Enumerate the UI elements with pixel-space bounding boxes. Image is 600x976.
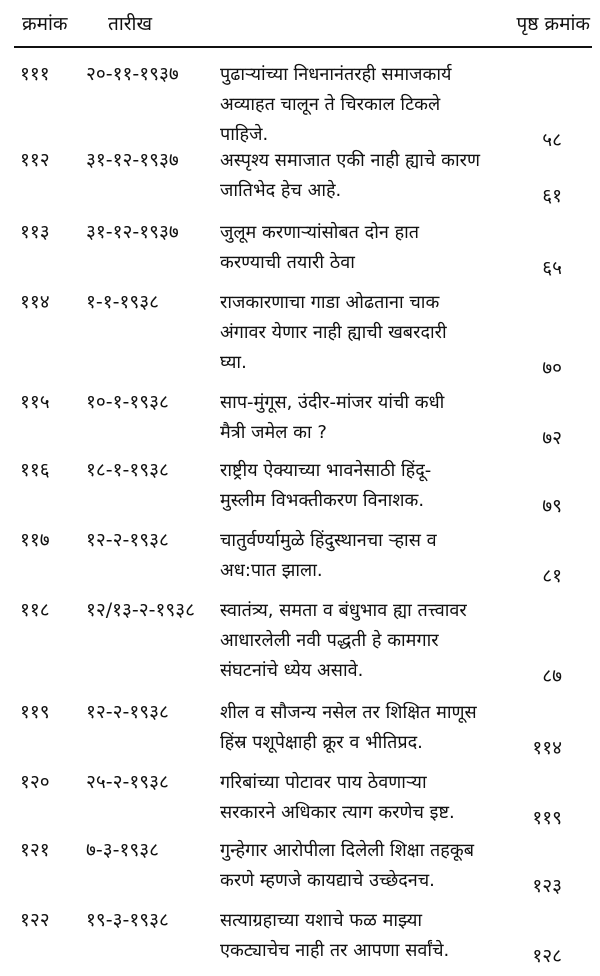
- entry-title-line: स्वातंत्र्य, समता व बंधुभाव ह्या तत्त्वावर: [220, 600, 467, 621]
- entry-number: ११५: [20, 391, 50, 413]
- entry-date: ३१-१२-१९३७: [86, 221, 179, 243]
- entry-number: ११८: [20, 599, 50, 621]
- list-item: [0, 60, 600, 151]
- entry-title-line: आधारलेली नवी पद्धती हे कामगार: [220, 630, 439, 651]
- entry-date: १९-३-१९३८: [86, 909, 169, 931]
- entry-title-line: साप-मुंगूस, उंदीर-मांजर यांची कधी: [220, 392, 445, 413]
- entry-title-line: शील व सौजन्य नसेल तर शिक्षित माणूस: [220, 702, 477, 723]
- entry-title: [220, 836, 520, 896]
- entry-page-number: ११४: [532, 737, 562, 759]
- header-date: तारीख: [108, 13, 152, 35]
- entry-list: [0, 60, 600, 976]
- entry-page-number: १२८: [532, 945, 562, 967]
- entry-title-line: अव्याहत चालून ते चिरकाल टिकले: [220, 94, 441, 115]
- entry-title-line: अस्पृश्य समाजात एकी नाही ह्याचे कारण: [220, 150, 480, 171]
- list-item: [0, 768, 600, 836]
- entry-page-number: १२३: [532, 875, 562, 897]
- entry-title: [220, 596, 520, 686]
- list-item: [0, 146, 600, 218]
- entry-title: [220, 288, 520, 378]
- entry-title: [220, 146, 520, 206]
- entry-date: १-१-१९३८: [86, 291, 159, 313]
- entry-title-line: मुस्लीम विभक्तीकरण विनाशक.: [220, 490, 425, 511]
- entry-page-number: ७०: [542, 357, 562, 379]
- entry-number: ११९: [20, 701, 50, 723]
- list-item: [0, 288, 600, 388]
- entry-title-line: संघटनांचे ध्येय असावे.: [220, 660, 364, 681]
- entry-title-line: सरकारने अधिकार त्याग करणेच इष्ट.: [220, 802, 455, 823]
- entry-title-line: राष्ट्रीय ऐक्याच्या भावनेसाठी हिंदू-: [220, 460, 432, 481]
- entry-title-line: पाहिजे.: [220, 124, 269, 145]
- entry-number: १२१: [20, 839, 50, 861]
- entry-page-number: ७९: [542, 495, 562, 517]
- entry-title-line: मैत्री जमेल का ?: [220, 422, 327, 443]
- entry-title-line: एकट्याचेच नाही तर आपणा सर्वांचे.: [220, 940, 450, 961]
- entry-number: ११६: [20, 459, 50, 481]
- entry-number: ११७: [20, 529, 50, 551]
- entry-title: [220, 388, 520, 448]
- entry-title-line: करणे म्हणजे कायद्याचे उच्छेदनच.: [220, 870, 435, 891]
- entry-date: १८-१-१९३८: [86, 459, 169, 481]
- table-header: [0, 0, 600, 46]
- list-item: [0, 698, 600, 768]
- entry-title: [220, 60, 520, 150]
- entry-number: ११२: [20, 149, 50, 171]
- header-rule: [14, 46, 592, 48]
- entry-date: २०-११-१९३७: [86, 63, 179, 85]
- entry-title-line: करण्याची तयारी ठेवा: [220, 252, 355, 273]
- entry-page-number: ६५: [542, 257, 562, 279]
- entry-date: १२-२-१९३८: [86, 529, 169, 551]
- entry-title-line: घ्या.: [220, 352, 247, 373]
- list-item: [0, 836, 600, 906]
- entry-number: १११: [20, 63, 50, 85]
- entry-page-number: ६१: [542, 185, 562, 207]
- entry-date: १२/१३-२-१९३८: [86, 599, 196, 621]
- entry-number: ११३: [20, 221, 50, 243]
- entry-number: १२२: [20, 909, 50, 931]
- entry-number: १२०: [20, 771, 50, 793]
- entry-title-line: हिंस्र पशूपेक्षाही क्रूर व भीतिप्रद.: [220, 732, 423, 753]
- entry-title-line: चातुर्वर्ण्यामुळे हिंदुस्थानचा ऱ्हास व: [220, 530, 437, 551]
- entry-number: ११४: [20, 291, 50, 313]
- entry-title-line: अध:पात झाला.: [220, 560, 323, 581]
- header-page-number: पृष्ठ क्रमांक: [516, 13, 590, 35]
- entry-title-line: गुन्हेगार आरोपीला दिलेली शिक्षा तहकूब: [220, 840, 474, 861]
- entry-page-number: ११९: [532, 807, 562, 829]
- entry-title: [220, 768, 520, 828]
- entry-title-line: गरिबांच्या पोटावर पाय ठेवणाऱ्या: [220, 772, 427, 793]
- entry-title-line: राजकारणाचा गाडा ओढताना चाक: [220, 292, 440, 313]
- entry-title-line: जुलूम करणाऱ्यांसोबत दोन हात: [220, 222, 420, 243]
- list-item: [0, 218, 600, 288]
- list-item: [0, 526, 600, 596]
- entry-date: १०-१-१९३८: [86, 391, 169, 413]
- entry-title-line: सत्याग्रहाच्या यशाचे फळ माझ्या: [220, 910, 423, 931]
- entry-page-number: ७२: [542, 427, 562, 449]
- list-item: [0, 456, 600, 526]
- entry-page-number: ८१: [542, 565, 562, 587]
- entry-title-line: अंगावर येणार नाही ह्याची खबरदारी: [220, 322, 447, 343]
- header-number: क्रमांक: [22, 13, 68, 35]
- entry-title: [220, 698, 520, 758]
- entry-title-line: पुढाऱ्यांच्या निधनानंतरही समाजकार्य: [220, 64, 452, 85]
- list-item: [0, 388, 600, 456]
- entry-page-number: ८७: [542, 665, 562, 687]
- entry-page-number: ५८: [542, 129, 562, 151]
- entry-title: [220, 526, 520, 586]
- entry-date: ३१-१२-१९३७: [86, 149, 179, 171]
- list-item: [0, 596, 600, 698]
- entry-title: [220, 906, 520, 966]
- entry-date: २५-२-१९३८: [86, 771, 169, 793]
- entry-date: ७-३-१९३८: [86, 839, 159, 861]
- entry-date: १२-२-१९३८: [86, 701, 169, 723]
- entry-title-line: जातिभेद हेच आहे.: [220, 180, 342, 201]
- entry-title: [220, 456, 520, 516]
- entry-title: [220, 218, 520, 278]
